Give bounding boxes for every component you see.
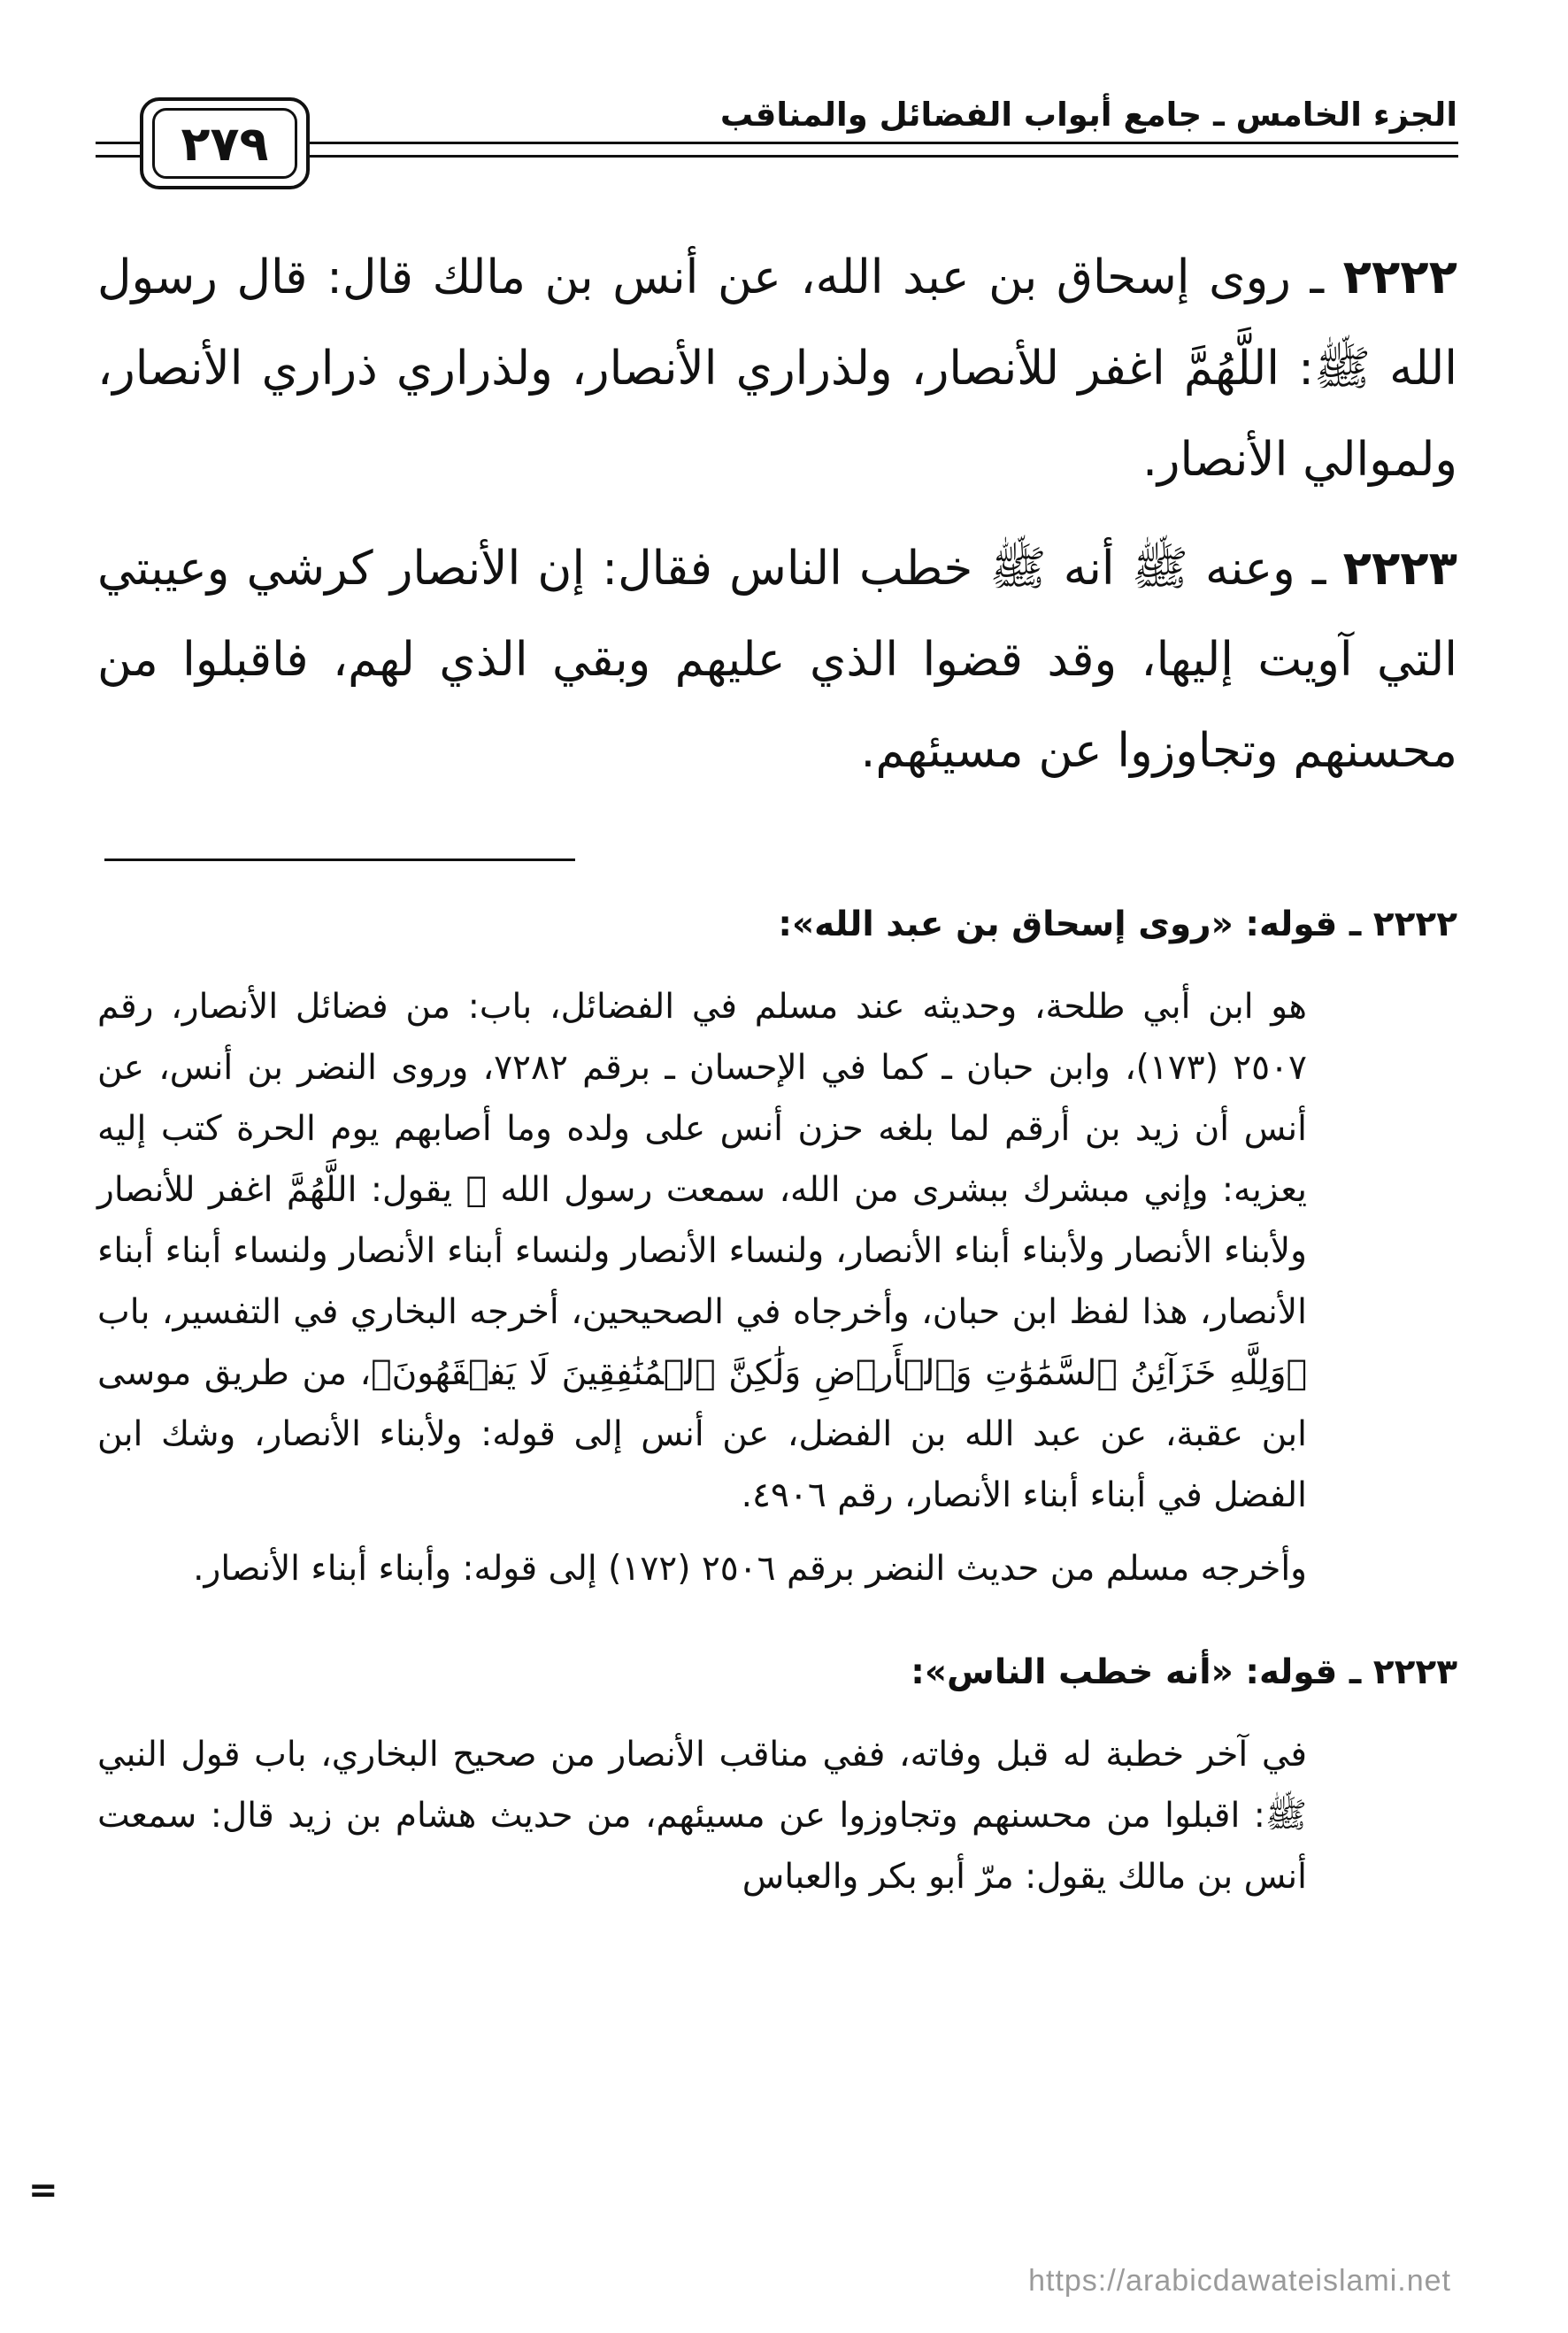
note-paragraph: وأخرجه مسلم من حديث النضر برقم ٢٥٠٦ (١٧٢) إلى قوله: وأبناء أبناء الأنصار. [193,1549,1307,1589]
commentary [97,894,1457,1920]
main-text [97,232,1457,814]
footnote-separator [104,859,575,861]
note-heading-2223: ٢٢٢٣ ـ قوله: «أنه خطب الناس»: [911,1652,1457,1692]
page-number-frame [140,97,310,189]
hadith-2223 [97,523,1457,797]
hadith-text: ـ روى إسحاق بن عبد الله، عن أنس بن مالك قال: قال رسول الله ﷺ: اللَّهُمَّ اغفر للأنصار، ولذراري الأنصار، ولذراري ذراري الأنصار، ولموالي الأنصار. [97,250,1457,487]
note-heading-2222: ٢٢٢٢ ـ قوله: «روى إسحاق بن عبد الله»: [778,905,1457,944]
hadith-number: ٢٢٢٢ [1342,250,1457,304]
page-number: ٢٧٩ [152,108,297,179]
hadith-text: ـ وعنه ﷺ أنه ﷺ خطب الناس فقال: إن الأنصار كرشي وعيبتي التي آويت إليها، وقد قضوا الذي عليهم وبقي الذي لهم، فاقبلوا من محسنهم وتجاوزوا عن مسيئهم. [97,542,1457,778]
note-paragraph: في آخر خطبة له قبل وفاته، ففي مناقب الأنصار من صحيح البخاري، باب قول النبي ﷺ: اقبلوا من محسنهم وتجاوزوا عن مسيئهم، من حديث هشام بن زيد قال: سمعت أنس بن مالك يقول: مرّ أبو بكر والعباس [97,1735,1307,1897]
running-title: الجزء الخامس ـ جامع أبواب الفضائل والمناقب [719,96,1457,134]
hadith-2222 [97,232,1457,505]
watermark-url: https://arabicdawateislami.net [1028,2264,1451,2298]
note-paragraph: هو ابن أبي طلحة، وحديثه عند مسلم في الفضائل، باب: من فضائل الأنصار، رقم ٢٥٠٧ (١٧٣)، وابن حبان ـ كما في الإحسان ـ برقم ٧٢٨٢، وروى النضر بن أنس، عن أنس أن زيد بن أرقم لما بلغه حزن أنس على ولده وما أصابهم يوم الحرة كتب إليه يعزيه: وإني مبشرك ببشرى من الله، سمعت رسول الله ﷺ يقول: اللَّهُمَّ اغفر للأنصار ولأبناء الأنصار ولأبناء أبناء الأنصار، ولنساء الأنصار ولنساء أبناء الأنصار ولنساء أبناء أبناء الأنصار، هذا لفظ ابن حبان، وأخرجاه في الصحيحين، أخرجه البخاري في التفسير، باب ﴿وَلِلَّهِ خَزَآئِنُ ٱلسَّمَٰوَٰتِ وَٱلۡأَرۡضِ وَلَٰكِنَّ ٱلۡمُنَٰفِقِينَ لَا يَفۡقَهُونَ﴾، من طريق موسى ابن عقبة، عن عبد الله بن الفضل، عن أنس إلى قوله: ولأبناء الأنصار، وشك ابن الفضل في أبناء أبناء الأنصار، رقم ٤٩٠٦. [97,987,1307,1515]
continuation-mark: = [28,2170,58,2211]
hadith-number: ٢٢٢٣ [1342,542,1457,596]
spacer [97,1612,1457,1642]
